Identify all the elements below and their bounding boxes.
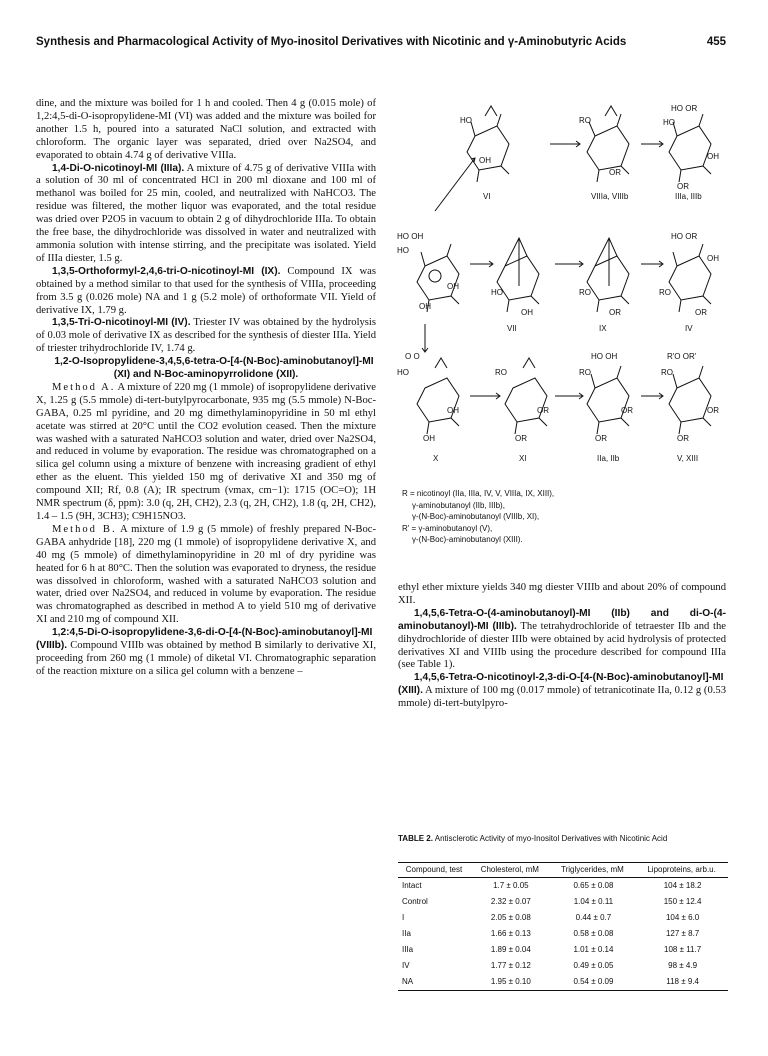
group-label: RO [495,368,507,377]
method-label: Method A. [52,381,116,393]
table-cell: Control [402,897,428,906]
ring-III [669,114,711,182]
paragraph [36,627,376,679]
legend-line: γ-aminobutanoyl (IIb, IIIb), [412,500,505,510]
paragraph [36,524,376,627]
table-cell: 2.32 ± 0.07 [490,897,531,906]
table-cell: 1.7 ± 0.05 [493,881,529,890]
ring-V [669,366,711,434]
group-label: HO OH [591,352,618,361]
section-heading: 1,4,5,6-Tetra-O-nicotinoyl-2,3-di-O-[4-(N-Boc)-aminobutanoyl]-MI (XIII). [398,672,724,697]
table-row [398,942,728,958]
compound-label: VI [483,192,491,201]
table-cell: NA [398,974,470,991]
paragraph-text: Compound VIIIb was obtained by method B similarly to derivative XI, proceeding from 260 mg (1 mmole) of diketal VI. Chromatographic separation of the reaction mixture on a silica gel column with a benzene – [36,640,376,677]
compound-label: VII [507,324,517,333]
group-label: RO [579,116,591,125]
legend-line: R' = γ-aminobutanoyl (V), [402,523,493,533]
group-label: OH [707,254,719,263]
table-cell: 1.89 ± 0.04 [490,945,531,954]
group-label: HO [491,288,503,297]
paragraph-text: A mixture of 1.9 g (5 mmole) of freshly prepared N-Boc-GABA anhydride [18], 220 mg (1 mmole) of isopropylidene derivative X, and 40 mg (5 mmole) of dimethylaminopyridine in 20 ml of dry pyridine was heated for 6 h at 80°C. Then the solution was evaporated to dryness, the residue was dissolved in chloroform, washed with a saturated NaHCO3 solution and water, dried over Na2SO4, and reduced in volume by evaporation. The residue was chromatographed as described in method A to yield 510 mg of derivative XI and 210 mg of compound XII. [36,523,376,626]
paragraph-text: Triester IV was obtained by the hydrolysis of 0.03 mole of derivative IX as described for the synthesis of diester IIIa. Yield of triester trihydrochloride IV, 1.74 g. [36,317,376,355]
table-row [398,910,728,926]
table-cell: IIa [402,929,411,938]
ring-VIII [587,106,629,182]
table-cell: Intact [402,881,422,890]
group-label: OH [419,302,431,311]
table-row [398,958,728,974]
table-cell: I [402,913,405,922]
paragraph-text: A mixture of 100 mg (0.017 mmole) of tetranicotinate IIa, 0.12 g (0.53 mmole) di-tert-butylpyro- [398,685,726,710]
ring-IV [669,244,711,312]
table-cell: 1.66 ± 0.13 [490,929,531,938]
legend-line: γ-(N-Boc)-aminobutanoyl (XIII). [412,535,523,544]
group-label: OH [521,308,533,317]
reaction-scheme [395,96,730,476]
section-heading: 1,2-O-Isopropylidene-3,4,5,6-tetra-O-[4-(N-Boc)-aminobutanoyl]-MI (XI) and N-Boc-aminopyrrolidone (XII). [54,356,374,381]
table-cell: 1.01 ± 0.14 [573,945,614,954]
paragraph-text: The tetrahydrochloride of tetraester IIb and the dihydrochloride of diester IIIb were obtained by acid hydrolysis of protected derivatives XI and VIIIb using the procedure described for compound IIIa (see Table 1). [398,620,726,671]
table-cell: 0.54 ± 0.09 [550,974,636,991]
paragraph: dine, and the mixture was boiled for 1 h and cooled. Then 4 g (0.015 mole) of 1,2:4,5-di-O-isopropylidene-MI (VI) was added and the mixture was boiled for another 1.5 h, poured into a saturated NaCl solution, and extracted with chloroform. The organic layer was separated, dried over Na2SO4, and evaporated to obtain 4.74 g of derivative VIIIa. [36,98,376,161]
legend-line: R = nicotinoyl (IIa, IIIa, IV, V, VIIIa, IX, XIII), [402,489,555,498]
table-title: Antisclerotic Activity of myo-Inositol Derivatives with Nicotinic Acid [432,834,668,843]
ring-X [417,358,459,434]
table-header-row [398,863,728,878]
ring-II [587,366,629,434]
group-label: OH [707,152,719,161]
group-label: OR [609,308,621,317]
table-cell: 1.77 ± 0.12 [490,961,531,970]
table-cell: 104 ± 6.0 [665,913,700,922]
legend-line: γ-(N-Boc)-aminobutanoyl (VIIIb, XI), [412,512,540,521]
section-heading: 1,3,5-Orthoformyl-2,4,6-tri-O-nicotinoyl-MI (IX). [52,265,281,277]
table-row [398,878,728,895]
paragraph [36,163,376,266]
group-label: OH [479,156,491,165]
group-label: HO [397,368,409,377]
running-title: Synthesis and Pharmacological Activity of Myo-inositol Derivatives with Nicotinic and γ-Aminobutyric Acids [36,36,627,48]
group-label: R'O OR' [667,352,697,361]
table-cell: IIIa [402,945,414,954]
group-label: OR [515,434,527,443]
paragraph-text: Compound IX was obtained by a method similar to that used for the synthesis of VIIIa, proceeding from 3.5 g (0.026 mole) NA and 1 g (5.2 mole) of orthoformate VII. Yield of derivative IX, 1.79 g. [36,265,377,316]
compound-label: IIa, IIb [597,454,620,463]
group-label: HO [663,118,675,127]
compound-label: IV [685,324,693,333]
group-label: RO [579,288,591,297]
table-cell: 150 ± 12.4 [663,897,702,906]
column-header: Triglycerides, mM [550,863,636,878]
paragraph [398,608,726,673]
table-cell: 0.58 ± 0.08 [573,929,614,938]
table-cell: 127 ± 8.7 [665,929,700,938]
compound-label: V, XIII [677,454,699,463]
column-header: Compound, test [398,863,470,878]
column-header: Cholesterol, mM [470,863,550,878]
group-label: OH [447,282,459,291]
group-label: OR [707,406,719,415]
group-label: RO [579,368,591,377]
paragraph: ethyl ether mixture yields 340 mg diester VIIIb and about 20% of compound XII. [398,582,726,606]
method-label: Method B. [52,523,117,535]
table-cell: 98 ± 4.9 [668,961,698,970]
paragraph [36,317,376,356]
group-label: OH [447,406,459,415]
column-header: Lipoproteins, arb.u. [635,863,728,878]
table-cell: 104 ± 18.2 [663,881,702,890]
table-row [398,974,728,991]
group-label: HO [397,246,409,255]
group-label: OR [537,406,549,415]
ring-VII [497,238,539,312]
table-number: TABLE 2. [398,834,433,843]
table-cell: 0.65 ± 0.08 [573,881,614,890]
section-heading: 1,3,5-Tri-O-nicotinoyl-MI (IV). [52,317,191,329]
table-row [398,926,728,942]
left-column [36,98,376,679]
group-label: OR [609,168,621,177]
table-cell: 1.04 ± 0.11 [573,897,614,906]
results-table [398,862,728,991]
paragraph [36,266,376,318]
table-cell: 0.49 ± 0.05 [573,961,614,970]
compound-label: X [433,454,439,463]
group-label: RO [659,288,671,297]
scheme-legend [402,488,732,546]
table-cell: 108 ± 11.7 [664,945,702,954]
group-label: OR [677,182,689,191]
table-cell: 0.44 ± 0.7 [575,913,612,922]
table-caption [398,834,728,844]
group-label: OR [621,406,633,415]
table-cell: 1.95 ± 0.10 [470,974,550,991]
paragraph-text: A mixture of 4.75 g of derivative VIIIa with a solution of 30 ml of concentrated HCl in 200 ml dioxane and 100 ml of methanol was boiled for 25 min, cooled, and neutralized with NaHCO3. The residue was filtered, the mother liquor was evaporated, and the total residue was dried over P2O5 in vacuum to obtain 2 g of dihydrochloride IIIa. To obtain the free base, the dihydrochloride was dissolved in water and neutralized with ammonia solution with intense stirring, and the precipitate was isolated. Yield of IIIa diester, 1.5 g. [36,162,376,264]
group-label: OR [595,434,607,443]
section-heading: 1,4-Di-O-nicotinoyl-MI (IIIa). [52,162,185,174]
compound-label: IX [599,324,607,333]
paragraph [36,382,376,524]
table-row [398,894,728,910]
group-label: OR [677,434,689,443]
table-cell: IV [402,961,410,970]
paragraph [398,672,726,711]
group-label: RO [661,368,673,377]
group-label: O O [405,352,420,361]
table-cell: 118 ± 9.4 [635,974,728,991]
group-label: OR [695,308,707,317]
ring-XI [505,358,547,434]
paragraph [36,356,376,382]
scheme-drawing [395,96,730,476]
ring-VI [467,106,509,182]
page-number: 455 [706,36,726,48]
section-heading: 1,2:4,5-Di-O-isopropylidene-3,6-di-O-[4-(N-Boc)-aminobutanoyl]-MI (VIIIb). [36,627,373,652]
table-cell: 2.05 ± 0.08 [490,913,531,922]
group-label: HO OR [671,104,698,113]
compound-label: XI [519,454,527,463]
group-label: HO OH [397,232,424,241]
group-label: HO OR [671,232,698,241]
ring-IX [587,238,629,312]
group-label: OH [423,434,435,443]
right-column [398,582,726,711]
compound-label: IIIa, IIIb [675,192,702,201]
section-heading: 1,4,5,6-Tetra-O-(4-aminobutanoyl)-MI (IIb) and di-O-(4-aminobutanoyl)-MI (IIIb). [398,607,726,632]
group-label: HO [460,116,472,125]
compound-label: VIIIa, VIIIb [591,192,629,201]
paragraph-text: A mixture of 220 mg (1 mmole) of isopropylidene derivative X, 1.25 g (5.5 mmole) di-tert-butylpyrocarbonate, 935 mg (5.5 mmole) N-Boc-GABA, 0.25 ml pyridine, and 20 mg dimethylaminopyridine in 50 ml ethyl acetate was stirred at 20°C until the CO2 evolution ceased. Then the mixture was washed with a saturated NaHCO3 solution and water, dried over Na2SO4, and reduced in volume by evaporation. The residue was chromatographed on a silica gel column using a mixture of benzene with increasing gradient of ethyl ether as the eluent. This yielded 150 mg of derivative XI and 350 mg of compound XII; Rf, 0.8 (A); IR spectrum (νmax, cm−1): 1715 (OC=O); 1H NMR spectrum (δ, ppm): 3.0 (q, 2H, CH2), 2.3 (q, 2H, CH2), 1.8 (q, 2H, CH2), 1.4 – 1.5 (9H, 3CH3); C9H15NO3. [36,381,376,522]
